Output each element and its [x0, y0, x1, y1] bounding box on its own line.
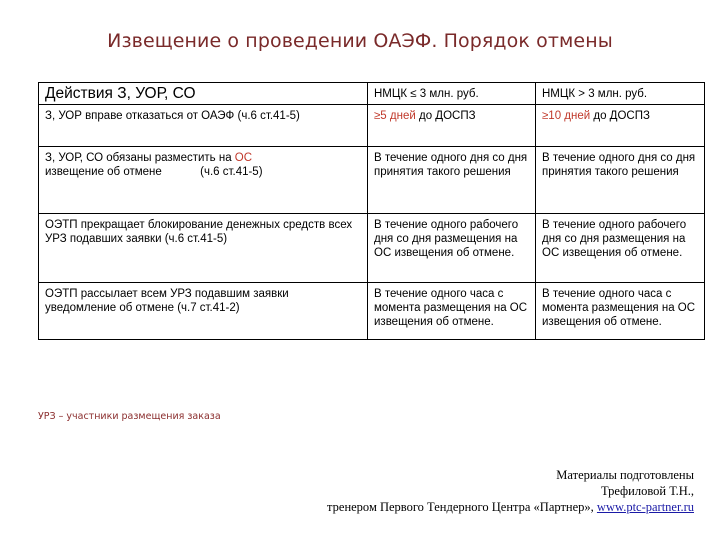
cell-nmck-high: В течение одного рабочего дня со дня размещения на ОС извещения об отмене. — [536, 214, 705, 283]
table-header-row — [39, 83, 705, 105]
header-nmck-high: НМЦК > 3 млн. руб. — [536, 83, 705, 105]
cancellation-table — [38, 82, 705, 340]
deadline-suffix: до ДОСПЗ — [415, 110, 476, 122]
cell-action: З, УОР вправе отказаться от ОАЭФ (ч.6 ст.41-5) — [39, 105, 368, 147]
table-row — [39, 283, 705, 340]
cell-nmck-high: В течение одного часа с момента размещения на ОС извещения об отмене. — [536, 283, 705, 340]
cell-nmck-low: В течение одного дня со дня принятия такого решения — [368, 147, 536, 214]
credits-line-2: Трефиловой Т.Н., — [600, 484, 694, 498]
header-actions: Действия З, УОР, СО — [39, 83, 368, 105]
deadline-highlight: ≥5 дней — [374, 110, 416, 122]
action-text-cont: извещение об отмене (ч.6 ст.41-5) — [45, 166, 263, 178]
table-row — [39, 105, 705, 147]
credits-line-1: Материалы подготовлены — [556, 468, 694, 482]
cell-nmck-low: В течение одного рабочего дня со дня размещения на ОС извещения об отмене. — [368, 214, 536, 283]
page-title: Извещение о проведении ОАЭФ. Порядок отмены — [107, 30, 613, 52]
credits-line-3 — [327, 499, 694, 515]
cell-nmck-high — [536, 105, 705, 147]
cell-nmck-high: В течение одного дня со дня принятия такого решения — [536, 147, 705, 214]
cell-action: ОЭТП прекращает блокирование денежных средств всех УРЗ подавших заявки (ч.6 ст.41-5) — [39, 214, 368, 283]
credits — [327, 467, 694, 515]
partner-link[interactable]: www.ptc-partner.ru — [596, 500, 694, 514]
header-nmck-low: НМЦК ≤ 3 млн. руб. — [368, 83, 536, 105]
table-row — [39, 214, 705, 283]
deadline-highlight: ≥10 дней — [542, 110, 591, 122]
cell-action: ОЭТП рассылает всем УРЗ подавшим заявки уведомление об отмене (ч.7 ст.41-2) — [39, 283, 368, 340]
os-accent: ОС — [234, 152, 253, 164]
deadline-suffix: до ДОСПЗ — [590, 110, 650, 122]
cell-action — [39, 147, 368, 214]
action-text: З, УОР, СО обязаны разместить на — [45, 152, 235, 164]
table-row — [39, 147, 705, 214]
footnote: УРЗ – участники размещения заказа — [38, 411, 221, 422]
cell-nmck-low — [368, 105, 536, 147]
credits-org: тренером Первого Тендерного Центра «Партнер», — [327, 500, 597, 514]
cell-nmck-low: В течение одного часа с момента размещения на ОС извещения об отмене. — [368, 283, 536, 340]
